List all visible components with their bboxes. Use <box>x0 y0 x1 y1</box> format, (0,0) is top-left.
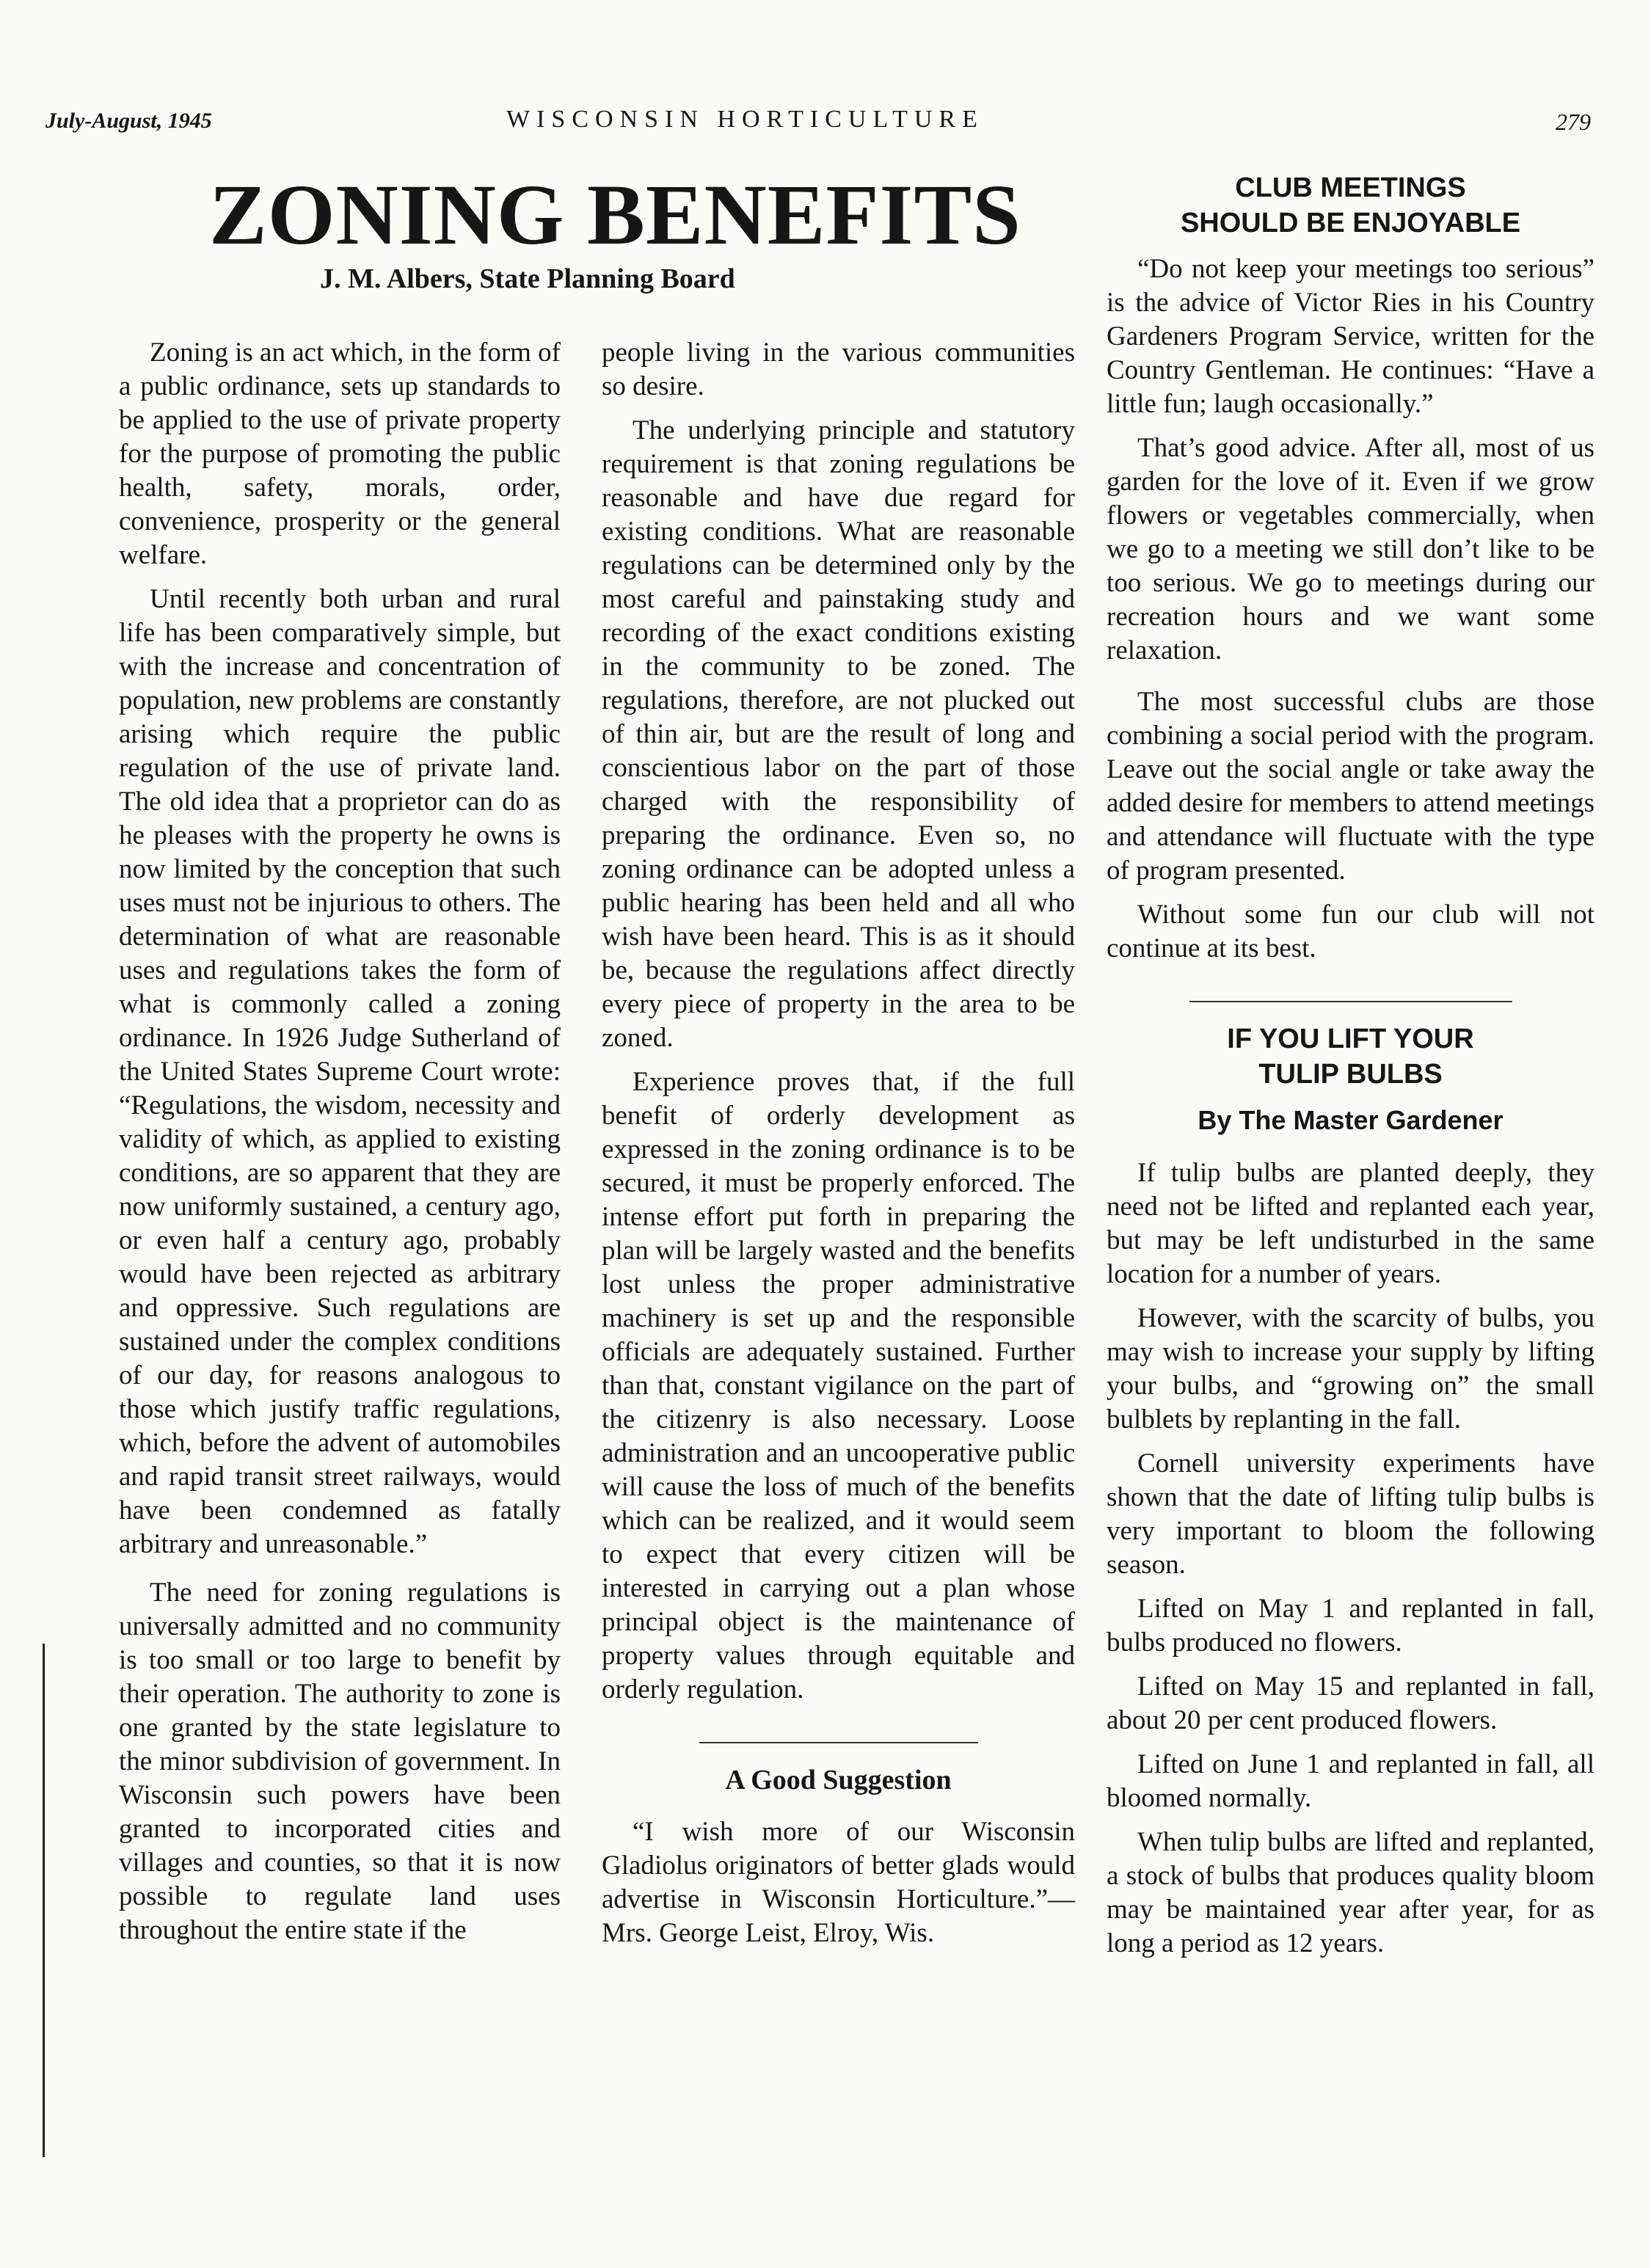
tulip-title <box>1107 1021 1594 1092</box>
club-title-line-1: CLUB MEETINGS <box>1235 172 1466 203</box>
tulip-byline: By The Master Gardener <box>1198 1105 1504 1135</box>
suggestion-title: A Good Suggestion <box>725 1765 952 1795</box>
article-paragraph: Zoning is an act which, in the form of a public ordinance, sets up standards to be applied to the use of private property for the purpose of promoting the public health, safety, morals, order, convenience, prosperity or the general welfare. <box>119 338 561 570</box>
article-paragraph: The need for zoning regulations is universally admitted and no community is too small or too large to benefit by their operation. The authority to zone is one granted by the state legislature to the minor subdivision of government. In Wisconsin such powers have been granted to incorporated cities and villages and counties, so that it is now possible to regulate land uses throughout the entire state if the <box>119 1578 561 1945</box>
article-paragraph: The underlying principle and statutory requirement is that zoning regulations be reasonable and have due regard for existing conditions. What are reasonable regulations can be determined only by the most careful and painstaking study and recording of the exact conditions existing in the community to be zoned. The regulations, therefore, are not plucked out of thin air, but are the result of long and conscientious labor on the part of those charged with the responsibility of preparing the ordinance. Even so, no zoning ordinance can be adopted unless a public hearing has been held and all who wish have been heard. This is as it should be, because the regulations affect directly every piece of property in the area to be zoned. <box>602 415 1075 1053</box>
article-byline: J. M. Albers, State Planning Board <box>320 263 735 294</box>
article-title: ZONING BENEFITS <box>209 167 1021 263</box>
tulip-paragraph: Lifted on June 1 and replanted in fall, all bloomed normally. <box>1107 1749 1594 1813</box>
section-divider <box>1189 1001 1512 1002</box>
club-paragraph: “Do not keep your meetings too serious” is the advice of Victor Ries in his Country Gardeners Program Service, written for the Country Gentleman. He continues: “Have a little fun; laugh occasionally.” <box>1107 254 1594 419</box>
tulip-paragraph: When tulip bulbs are lifted and replanted, a stock of bulbs that produces quality bloom may be maintained year after year, for as long a period as 12 years. <box>1107 1827 1594 1958</box>
tulip-paragraph: Cornell university experiments have shown that the date of lifting tulip bulbs is very important to bloom the following season. <box>1107 1448 1594 1580</box>
tulip-title-line-1: IF YOU LIFT YOUR <box>1227 1024 1474 1054</box>
tulip-paragraph: However, with the scarcity of bulbs, you may wish to increase your supply by lifting your bulbs, and “growing on” the small bulblets by replanting in the fall. <box>1107 1303 1594 1434</box>
club-title-line-2: SHOULD BE ENJOYABLE <box>1180 208 1521 238</box>
article-column-2 <box>602 336 1075 1961</box>
article-column-1 <box>119 336 561 1958</box>
page-number: 279 <box>1556 109 1591 135</box>
article-paragraph: Until recently both urban and rural life has been comparatively simple, but with the increase and concentration of population, new problems are constantly arising which require the public regulation of the use of private land. The old idea that a proprietor can do as he pleases with the property he owns is now limited by the conception that such uses must not be injurious to others. The determination of what are reasonable uses and regulations takes the form of what is commonly called a zoning ordinance. In 1926 Judge Sutherland of the United States Supreme Court wrote: “Regulations, the wisdom, necessity and validity of which, as applied to existing conditions, are so apparent that they are now uniformly sustained, a century ago, or even half a century ago, probably would have been rejected as arbitrary and oppressive. Such regulations are sustained under the complex conditions of our day, for reasons analogous to those which justify traffic regulations, which, before the advent of automobiles and rapid transit street railways, would have been condemned as fatally arbitrary and unreasonable.” <box>119 584 561 1559</box>
club-paragraph: Without some fun our club will not continue at its best. <box>1107 900 1594 963</box>
club-title <box>1107 170 1594 241</box>
header-date: July-August, 1945 <box>45 109 212 133</box>
journal-name: WISCONSIN HORTICULTURE <box>506 106 984 133</box>
section-divider <box>699 1742 978 1743</box>
margin-rule <box>43 1644 45 2157</box>
article-paragraph: Experience proves that, if the full benefit of orderly development as expressed in the zoning ordinance is to be secured, it must be properly enforced. The intense effort put forth in preparing the plan will be largely wasted and the benefits lost unless the proper administrative machinery is set up and the responsible officials are adequately sustained. Further than that, constant vigilance on the part of the citizenry is also necessary. Loose administration and an uncooperative public will cause the loss of much of the benefits which can be realized, and it would seem to expect that every citizen will be interested in carrying out a plan whose principal object is the maintenance of property values through equitable and orderly regulation. <box>602 1067 1075 1704</box>
club-paragraph: That’s good advice. After all, most of us garden for the love of it. Even if we grow flowers or vegetables commercially, when we go to a meeting we still don’t like to be too serious. We go to meetings during our recreation hours and we want some relaxation. <box>1107 433 1594 666</box>
tulip-title-line-2: TULIP BULBS <box>1258 1059 1443 1090</box>
article-paragraph: people living in the various communities so desire. <box>602 338 1075 401</box>
suggestion-text: “I wish more of our Wisconsin Gladiolus originators of better glads would advertise in Wisconsin Horticulture.”—Mrs. George Leist, Elroy, Wis. <box>602 1817 1075 1948</box>
tulip-paragraph: If tulip bulbs are planted deeply, they need not be lifted and replanted each year, but may be left undisturbed in the same location for a number of years. <box>1107 1158 1594 1289</box>
club-paragraph: The most successful clubs are those combining a social period with the program. Leave out the social angle or take away the added desire for members to attend meetings and attendance will fluctuate with the type of program presented. <box>1107 687 1594 886</box>
sidebar-column <box>1107 170 1594 1971</box>
tulip-paragraph: Lifted on May 1 and replanted in fall, bulbs produced no flowers. <box>1107 1594 1594 1658</box>
tulip-paragraph: Lifted on May 15 and replanted in fall, about 20 per cent produced flowers. <box>1107 1671 1594 1735</box>
